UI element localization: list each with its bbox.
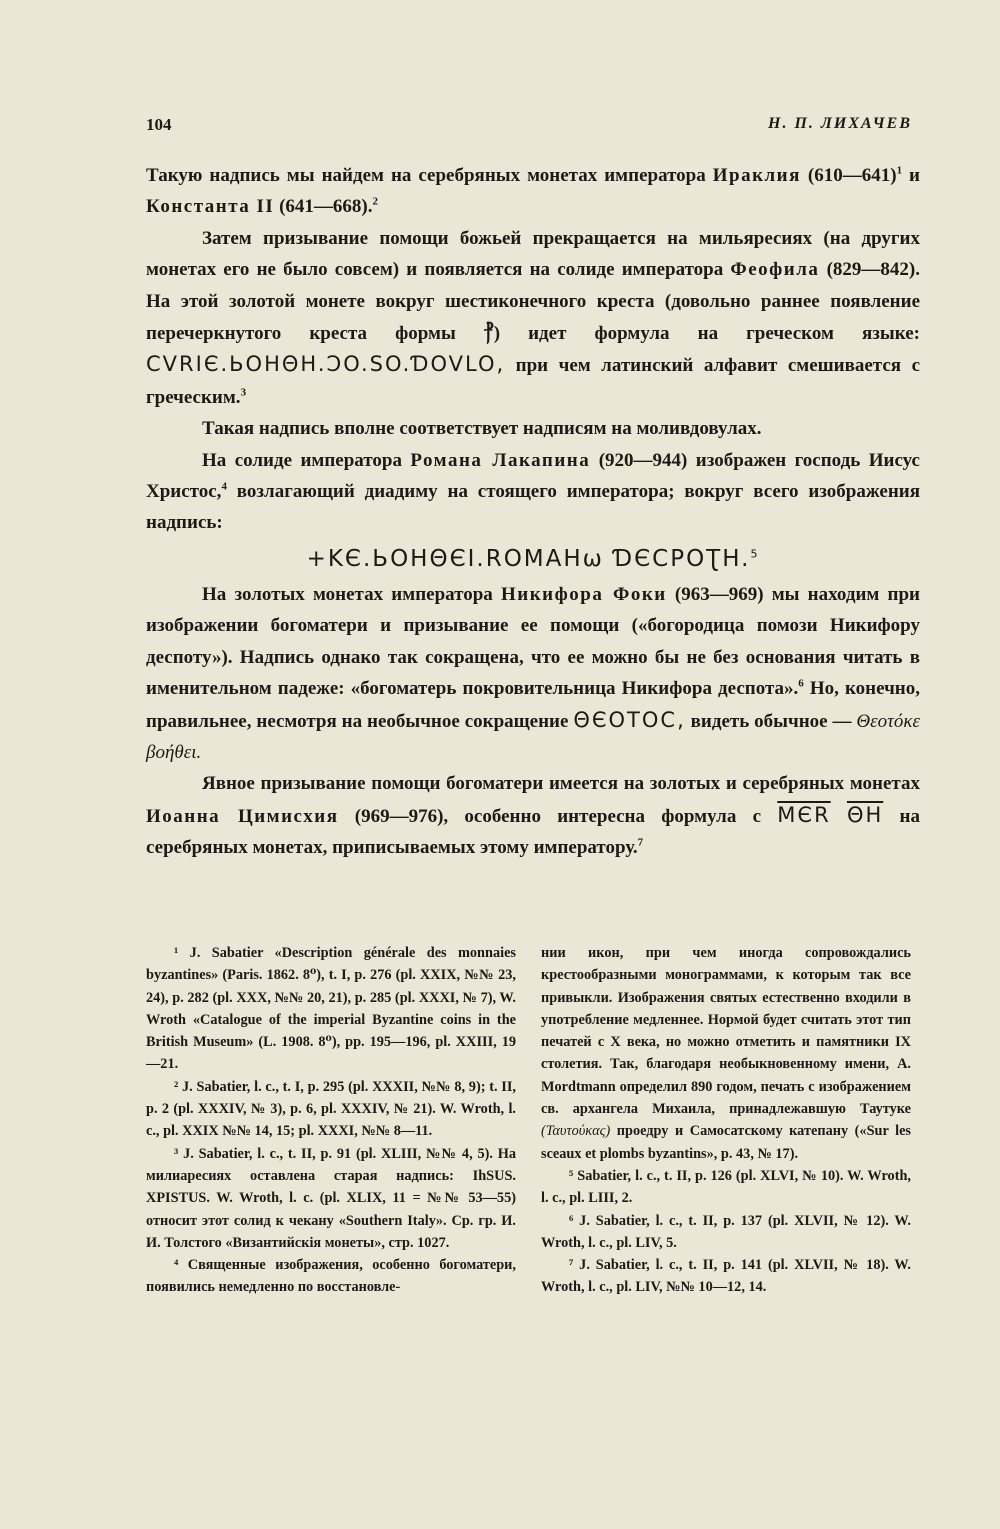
footnote-6: ⁶ J. Sabatier, l. c., t. II, p. 137 (pl. XLVII, № 12). W. Wroth, l. c., pl. LIV, 5. <box>541 1212 911 1251</box>
emperor-name: Романа Лакапина <box>410 449 591 471</box>
text-run: проедру и Самосатскому катепану («Sur les sceaux et plombs byzantins», p. 43, № 17). <box>541 1123 911 1162</box>
emperor-name: Константа II <box>146 196 275 218</box>
footnote-ref: 6 <box>798 677 804 690</box>
emperor-name: Иоанна Цимисхия <box>146 805 339 827</box>
text-run: (963—969) мы находим при изображении богоматери и призывание ее помощи («богородица помози Никифору деспоту»). Надпись однако так сокращена, что ее можно бы не без основания читать в именительном падеже: «богоматерь покровительница Никифора деспота». <box>146 583 921 700</box>
running-head: Н. П. ЛИХАЧЕВ <box>768 115 912 132</box>
coin-inscription: MЄR <box>777 802 831 827</box>
text-run: (969—976), особенно интересна формула с <box>338 805 778 827</box>
text-run: (920—944) изображен господь Иисус Христос, <box>146 449 920 503</box>
footnote-2: ² J. Sabatier, l. c., t. I, p. 295 (pl. XXXII, №№ 8, 9); t. II, p. 2 (pl. XXXIV, № 3), p. 6, pl. XXXIV, № 21). W. Wroth, l. c., pl. XXIX №№ 14, 15; pl. XXXI, №№ 8—11. <box>146 1078 516 1140</box>
text-run: нии икон, при чем иногда сопровождались крестообразными монограммами, к которым так все привыкли. Изображения святых естественно входили в употребление медленнее. Нормой будет считать этот тип печатей с X века, но можно отметить и памятники IX столетия. Так, благодаря необыкновенному имени, A. Mordtmann определил 890 годом, печать с изображением св. архангела Михаила, принадлежавшую Таутуке <box>541 945 911 1118</box>
text-run: На солиде императора <box>202 449 411 471</box>
paragraph-6 <box>146 768 920 863</box>
coin-inscription: $\overline{\Theta H}$ <box>846 802 884 827</box>
emperor-name: Ираклия <box>712 165 801 186</box>
footnote-4-continued <box>541 942 911 1165</box>
paragraph-5 <box>146 579 920 768</box>
text-run: Явное призывание помощи богоматери имеется на золотых и серебряных монетах <box>202 773 920 795</box>
text-run: Затем призывание помощи божьей прекращается на мильяресиях (на других монетах его не было совсем) и появляется на солиде императора <box>146 227 920 281</box>
footnote-5: ⁵ Sabatier, l. c., t. II, p. 126 (pl. XLVI, № 10). W. Wroth, l. c., pl. LIII, 2. <box>541 1167 911 1207</box>
paragraph-1 <box>146 160 920 223</box>
footnote-ref: 3 <box>240 386 247 399</box>
coin-inscription: ΘЄOTOC, <box>573 707 686 732</box>
emperor-name: Феофила <box>730 259 820 281</box>
text-run: Но, конечно, правильнее, несмотря на необычное сокращение <box>146 678 920 732</box>
centered-inscription <box>146 539 920 579</box>
footnote-ref: 7 <box>637 836 644 849</box>
text-run: (610—641) <box>800 165 897 186</box>
footnotes-right-column <box>541 942 911 1299</box>
footnote-3: ³ J. Sabatier, l. c., t. II, p. 91 (pl. XLIII, №№ 4, 5). На милиаресиях оставлена старая надпись: IhSUS. XPISTUS. W. Wroth, l. c. (pl. XLIX, 11 = №№ 53—55) относит этот солид к чекану «Southern Italy». Ср. гр. И. И. Толстого «Византийскія монеты», стр. 1027. <box>146 1145 516 1251</box>
text-run: ) идет формула на греческом языке: <box>493 323 920 345</box>
text-run: (641—668). <box>274 196 373 218</box>
footnotes <box>146 942 916 1382</box>
paragraph-3: Такая надпись вполне соответствует надписям на моливдовулах. <box>202 418 762 440</box>
greek-italic-text: Θεοτόκε βοήθει. <box>146 710 920 763</box>
text-run: на серебряных монетах, приписываемых этому императору. <box>146 805 921 859</box>
text-run: (829—842). На этой золотой монете вокруг шестиконечного креста (довольно раннее появление перечеркнутого креста формы <box>146 259 920 345</box>
footnote-ref: 2 <box>372 196 378 209</box>
text-run: видеть обычное — <box>685 710 857 732</box>
footnote-4-start: ⁴ Священные изображения, особенно богоматери, появились немедленно по восстановле- <box>146 1257 516 1296</box>
coin-inscription: CVRIЄ.ЬOHΘH.ƆO.SO.ƊOVLO, <box>146 352 506 377</box>
text-run: при чем латинский алфавит смешивается с греческим. <box>146 355 920 408</box>
coin-inscription: +KЄ.ЬOHΘЄI.ROMAHω ƊЄCPOƮH. <box>306 545 751 572</box>
text-run: и <box>902 165 921 186</box>
footnotes-left-column <box>146 942 516 1299</box>
footnote-ref: 1 <box>896 164 903 177</box>
footnote-ref: 5 <box>750 547 760 561</box>
page-header <box>146 115 912 141</box>
footnote-ref: 4 <box>221 480 227 493</box>
page-number: 104 <box>146 115 172 134</box>
text-run: Такую надпись мы найдем на серебряных монетах императора <box>146 165 713 186</box>
cross-symbol: ⳨ <box>483 320 494 345</box>
footnote-1: ¹ J. Sabatier «Description générale des monnaies byzantines» (Paris. 1862. 8⁰), t. I, p. 276 (pl. XXIX, №№ 23, 24), p. 282 (pl. XXX, №№ 20, 21), p. 285 (pl. XXXI, № 7), W. Wroth «Catalogue of the imperial Byzantine coins in the British Museum» (L. 1908. 8⁰), pp. 195—196, pl. XXIII, 19—21. <box>146 945 516 1073</box>
paragraph-2 <box>146 223 920 413</box>
emperor-name: Никифора Фоки <box>500 583 667 605</box>
text-run: возлагающий диадиму на стоящего императора; вокруг всего изображения надпись: <box>146 481 920 534</box>
paragraph-4 <box>146 445 920 539</box>
footnote-7: ⁷ J. Sabatier, l. c., t. II, p. 141 (pl. XLVII, № 18). W. Wroth, l. c., pl. LIV, №№ 10—12, 14. <box>541 1257 911 1296</box>
greek-italic-text: (Ταυτούκας) <box>541 1123 611 1140</box>
main-text <box>146 160 920 864</box>
text-run: На золотых монетах императора <box>202 583 501 605</box>
